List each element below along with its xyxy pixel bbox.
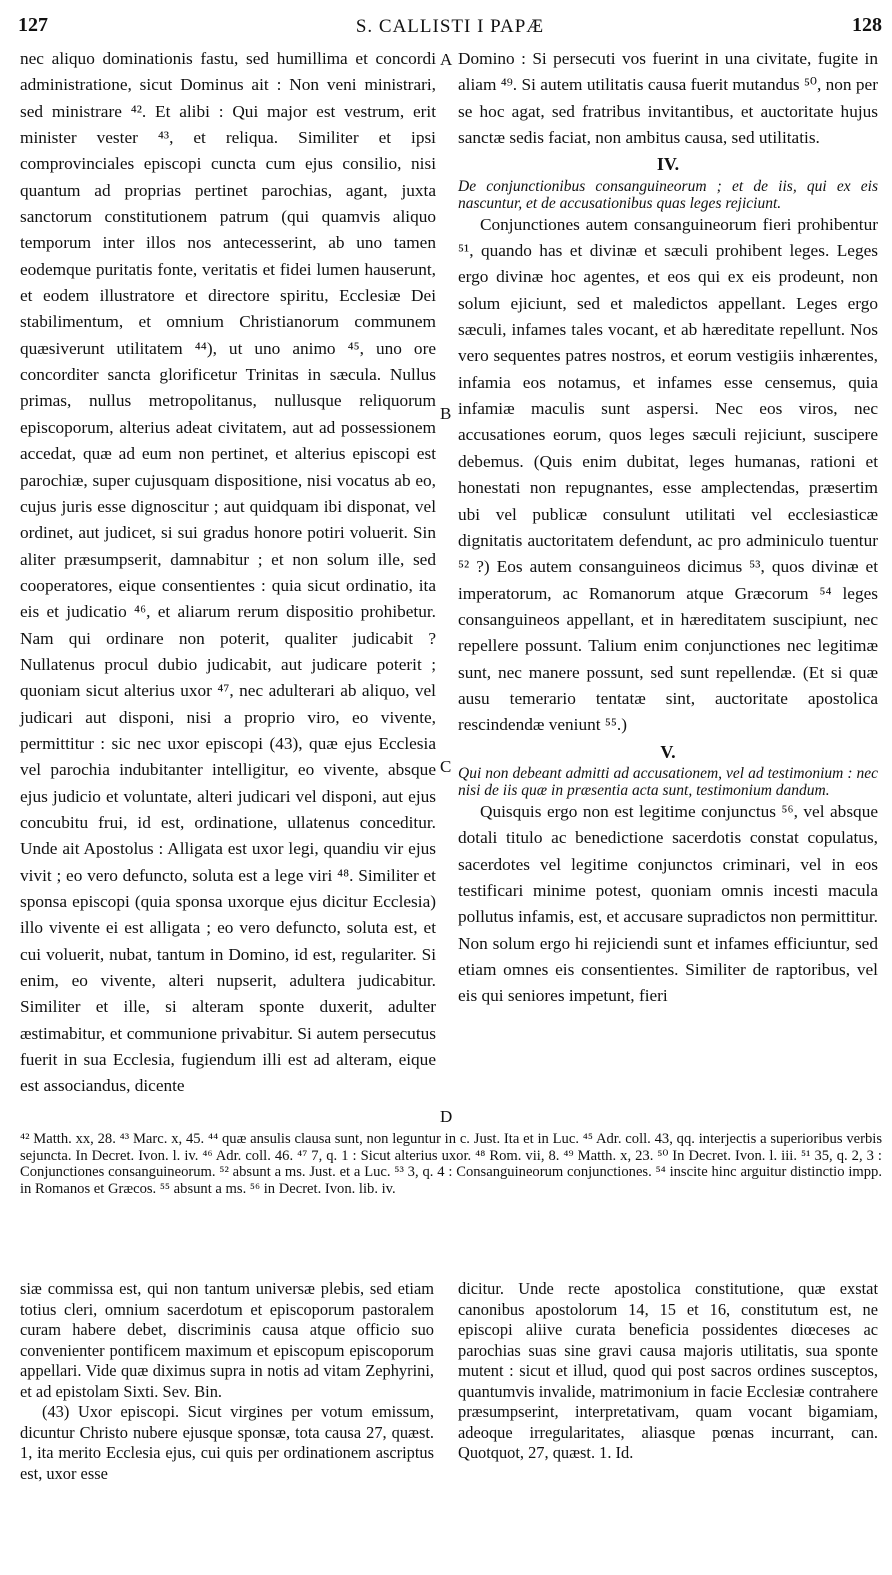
section-4-number: IV.: [656, 154, 680, 175]
section-5-number: V.: [660, 741, 676, 762]
commentary-right-column: [458, 1279, 878, 1464]
footnotes-text: ⁴² Matth. xx, 28. ⁴³ Marc. x, 45. ⁴⁴ quæ ansulis clausa sunt, non leguntur in c. Just. Ita et in Luc. ⁴⁵ Adr. coll. 43, qq. interjectis a superioribus verbis sejuncta. In Decret. Ivon. l. iv. ⁴⁶ Adr. coll. 46. ⁴⁷ 7, q. 1 : Sicut alterius uxor. ⁴⁸ Rom. vii, 8. ⁴⁹ Matth. x, 23. ⁵⁰ In Decret. Ivon. l. iii. ⁵¹ 35, q. 2, 3 : Conjunctiones consanguineorum. ⁵² absunt a ms. Just. et a Luc. ⁵³ 3, q. 4 : Consanguineorum conjunctiones. ⁵⁴ inscite hinc arguitur distinctio impp. in Romanos et Græcos. ⁵⁵ absunt a ms. ⁵⁶ in Decret. Ivon. lib. iv.: [20, 1131, 882, 1197]
right-text-column: [458, 46, 878, 1010]
page-number-left: 127: [18, 14, 48, 36]
margin-marker-b: B: [440, 404, 452, 423]
margin-marker-c: C: [440, 757, 452, 776]
section-4-title: De conjunctionibus consanguineorum ; et de iis, qui ex eis nascuntur, et de accusationibus quas leges rejiciunt.: [458, 177, 878, 212]
running-title: S. CALLISTI I PAPÆ: [355, 16, 545, 37]
section-4-text: Conjunctiones autem consanguineorum fieri prohibentur ⁵¹, quando has et divinæ et sæculi prohibent leges. Leges ergo divinæ hoc agentes, et eos qui ex eis prodeunt, non solum ejiciunt, sed et maledictos appellant. Leges ergo sæculi, infames tales vocant, et ab hæreditate repellunt. Nos vero sequentes patres nostros, et eorum vestigiis inhærentes, infamia eos notamus, et infames esse censemus, quia infamiæ maculis sunt aspersi. Nec eos viros, nec accusationes eorum, quos leges sæculi rejiciunt, suscipere debemus. (Quis enim dubitat, leges humanas, rationi et honestati non repugnantes, esse amplectendas, præsertim ubi vel publicæ consulunt utilitati vel ecclesiasticæ dignitatis auctoritatem defendunt, ac pro adminiculo tuentur ⁵² ?) Eos autem consanguineos dicimus ⁵³, quos divinæ et imperatorum, ac Romanorum atque Græcorum ⁵⁴ leges consanguineos appellant, et in hæreditatem suscipiunt, nec repellere possunt. Talium enim conjunctiones nec legitimæ sunt, nec manere possunt, sed sunt repellendæ. (Et si quæ ausu temerario tentatæ sint, auctoritate apostolica rescindendæ veniunt ⁵⁵.): [458, 214, 878, 735]
commentary-left-column: [20, 1279, 434, 1484]
commentary-right-paragraph: dicitur. Unde recte apostolica constitutione, quæ exstat canonibus apostolorum 14, 15 et 16, constitutum est, ne episcopi aliive curata beneficia possidentes diœceses ac parochias suas sine gravi causa majoris utilitatis, sua sponte mutent : sicut et illud, quod qui post sacros ordines susceptos, quantumvis invalide, matrimonium in facie Ecclesiæ contrahere præsumpserint, interpretativam, quam vocant bigamiam, adeoque irregularitates, aliasque pœnas incurrant, can. Quotquot, 27, quæst. 1. Id.: [458, 1279, 878, 1462]
section-5-text: Quisquis ergo non est legitime conjunctus ⁵⁶, vel absque dotali titulo ac benedictione sacerdotis constat copulatus, sacerdotes vel legitime conjunctos criminari, vel in eos testificari minime potest, quoniam omnis incesti macula pollutus infamis, est, et accusare supradictos non permittitur. Non solum ergo hi rejiciendi sunt et infames efficiuntur, sed etiam omnes eis consentientes. Similiter de raptoribus, vel eis qui seniores impetunt, fieri: [458, 801, 878, 1006]
right-column-opening: Domino : Si persecuti vos fuerint in una civitate, fugite in aliam ⁴⁹. Si autem utilitatis causa fuerit mutandus ⁵⁰, non per se hoc agat, sed fratribus invitantibus, et auctoritate hujus sanctæ sedis faciat, non ambitus causa, sed utilitatis.: [458, 49, 878, 148]
left-text-column: [20, 46, 436, 1100]
footnotes: [20, 1131, 882, 1197]
page-number-right: 128: [852, 14, 882, 36]
commentary-left-paragraph-2: (43) Uxor episcopi. Sicut virgines per votum emissum, dicuntur Christo nubere ejusque sponsæ, tota causa 27, quæst. 1, ita merito Ecclesia ejus, cui quis per ordinationem ascriptus est, uxor esse: [20, 1402, 434, 1483]
commentary-left-paragraph-1: siæ commissa est, qui non tantum universæ plebis, sed etiam totius cleri, omnium sacerdotum et episcoporum pastoralem curam habere debet, discriminis causa atque officio suo convenienter pontificem maximum et episcopum episcoporum appellari. Vide quæ diximus supra in notis ad vitam Zephyrini, et ad epistolam Sixti. Sev. Bin.: [20, 1279, 434, 1401]
section-5-title: Qui non debeant admitti ad accusationem, vel ad testimonium : nec nisi de iis quæ in præsentia acta sunt, testimonium dandum.: [458, 764, 878, 799]
page-header: [18, 14, 882, 44]
margin-marker-a: A: [440, 50, 453, 69]
left-column-text: nec aliquo dominationis fastu, sed humillima et concordi administratione, sicut Dominus ait : Non veni ministrari, sed ministrare ⁴². Et alibi : Qui major est vestrum, erit minister vester ⁴³, et reliqua. Similiter et ipsi comprovinciales episcopi cuncta cum ejus consilio, nisi quantum ad proprias pertinet parochias, agant, juxta sanctorum constitutionem patrum (qui quamvis aliquo temporum inter illos nos antecesserint, ab uno tamen eodemque puritatis fonte, veritatis et fidei lumen hauserunt, et eodem illustratore et directore spiritu, Ecclesiæ Dei stabilimentum, et omnium Christianorum communem quæsiverunt utilitatem ⁴⁴), ut uno animo ⁴⁵, uno ore concorditer sancta glorificetur Trinitas in sæcula. Nullus primas, nullus metropolitanus, nullusque reliquorum episcoporum, alterius adeat civitatem, aut ad possessionem accedat, quæ ad eum non pertinet, et alterius episcopi est parochiæ, super cujusquam dispositione, nisi vocatus ab eo, cujus juris esse dignoscitur ; aut quidquam ibi disponat, vel ordinet, aut judicet, si sui gradus honore potiri voluerit. Sin aliter præsumpserit, damnabitur ; et non solum ille, sed cooperatores, eique consentientes : quia sicut ordinatio, ita eis et judicatio ⁴⁶, et aliarum rerum dispositio prohibetur. Nam qui ordinare non poterit, qualiter judicabit ? Nullatenus procul dubio judicabit, aut judicare poterit ; quoniam sicut alterius uxor ⁴⁷, nec adulterari ab aliquo, vel judicari aut disponi, nisi a proprio viro, eo vivente, permittitur : sic nec uxor episcopi (43), quæ ejus Ecclesia vel parochia indubitanter intelligitur, eo vivente, absque ejus judicio et voluntate, alteri judicari vel disponi, aut ejus concubitu frui, id est, ordinatione, ullatenus conceditur. Unde ait Apostolus : Alligata est uxor legi, quandiu vir ejus vivit ; eo vero defuncto, soluta est a lege viri ⁴⁸. Similiter et sponsa episcopi (quia sponsa uxorque ejus dicitur Ecclesia) illo vivente ei est alligata ; eo vero defuncto, soluta est, et cui voluerit, nubat, tantum in Domino, id est, regulariter. Si enim, eo vivente, alteri nupserit, adultera judicabitur. Similiter et ille, si alteram sponte duxerit, adulter æstimabitur, et communione privabitur. Si autem persecutus fuerit in sua Ecclesia, fugiendum illi est ad alteram, eique est associandus, dicente: [20, 49, 436, 1096]
margin-marker-d: D: [440, 1107, 453, 1126]
